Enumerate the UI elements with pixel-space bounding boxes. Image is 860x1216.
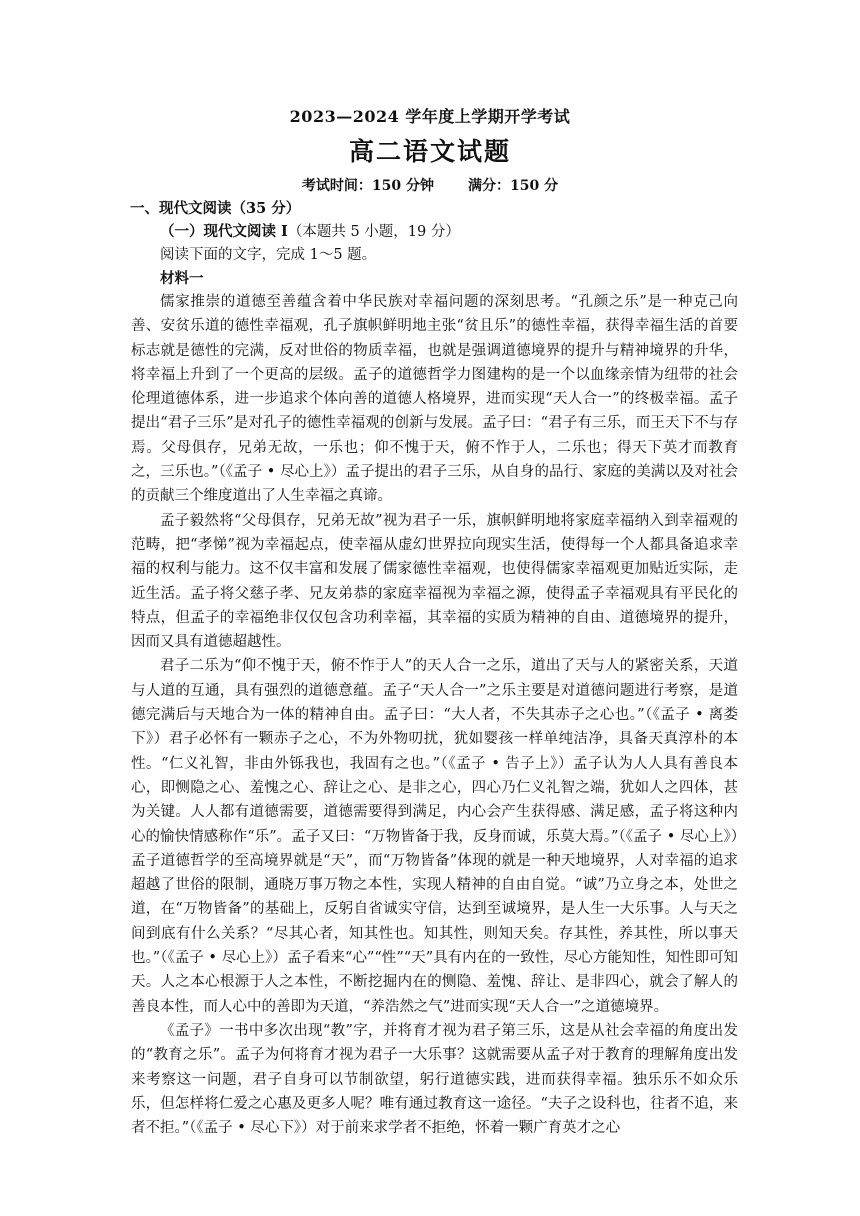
exam-year-line: 2023—2024 学年度上学期开学考试 bbox=[289, 107, 571, 126]
material-label: 材料一 bbox=[160, 270, 204, 287]
sub-section-title: （一）现代文阅读 I bbox=[160, 223, 288, 240]
exam-title: 高二语文试题 bbox=[348, 137, 511, 166]
section-heading: 一、现代文阅读（35 分） bbox=[130, 200, 301, 217]
reading-instruction: 阅读下面的文字，完成 1～5 题。 bbox=[160, 247, 377, 263]
sub-section-note: （本题共 5 小题，19 分） bbox=[287, 224, 460, 240]
exam-time: 考试时间：150 分钟 bbox=[301, 178, 434, 194]
material-paragraph: 孟子毅然将“父母俱存，兄弟无故”视为君子一乐，旗帜鲜明地将家庭幸福纳入到幸福观的范畴，把“孝悌”视为幸福起点，使幸福从虚幻世界拉向现实生活，使得每一个人都具备追求幸福的权利与能力。这不仅丰富和发展了儒家德性幸福观，也使得儒家幸福观更加贴近实际，走近生活。孟子将父慈子孝、兄友弟恭的家庭幸福视为幸福之源，使得孟子幸福观具有平民化的特点，但孟子的幸福绝非仅仅包含功利幸福，其幸福的实质为精神的自由、道德境界的提升，因而又具有道德超越性。 bbox=[131, 512, 738, 651]
exam-body bbox=[131, 198, 738, 1140]
material-paragraph: 《孟子》一书中多次出现“教”字，并将育才视为君子第三乐，这是从社会幸福的角度出发的“教育之乐”。孟子为何将育才视为君子一大乐事？这就需要从孟子对于教育的理解角度出发来考察这一问题，君子自身可以节制欲望，躬行道德实践，进而获得幸福。独乐乐不如众乐乐，但怎样将仁爱之心惠及更多人呢？唯有通过教育这一途径。“夫子之设科也，往者不追，来者不拒。”（《孟子 • 尽心下》）对于前来求学者不拒绝，怀着一颗广育英才之心 bbox=[131, 1022, 738, 1137]
exam-score: 满分：150 分 bbox=[468, 178, 559, 194]
exam-meta bbox=[0, 175, 860, 195]
material-paragraph: 君子二乐为“仰不愧于天，俯不怍于人”的天人合一之乐，道出了天与人的紧密关系，天道与人道的互通，具有强烈的道德意蕴。孟子“天人合一”之乐主要是对道德问题进行考察，是道德完满后与天地合为一体的精神自由。孟子曰：“大人者，不失其赤子之心也。”（《孟子 • 离娄下》）君子必怀有一颗赤子之心，不为外物叨扰，犹如婴孩一样单纯洁净，具备天真淳朴的本性。“仁义礼智，非由外铄我也，我固有之也。”（《孟子 • 告子上》）孟子认为人人具有善良本心，即恻隐之心、羞愧之心、辞让之心、是非之心，四心乃仁义礼智之端，犹如人之四体，甚为关键。人人都有道德需要，道德需要得到满足，内心会产生获得感、满足感，孟子将这种内心的愉快情感称作“乐”。孟子又曰：“万物皆备于我，反身而诚，乐莫大焉。”（《孟子 • 尽心上》）孟子道德哲学的至高境界就是“天”，而“万物皆备”体现的就是一种天地境界，人对幸福的追求超越了世俗的限制，通晓万事万物之本性，实现人精神的自由自觉。“诚”乃立身之本，处世之道，在“万物皆备”的基础上，反躬自省诚实守信，达到至诚境界，是人生一大乐事。人与天之间到底有什么关系？“尽其心者，知其性也。知其性，则知天矣。存其性，养其性，所以事天也。”（《孟子 • 尽心上》）孟子看来“心”“性”“天”具有内在的一致性，尽心方能知性，知性即可知天。人之本心根源于人之本性，不断挖掘内在的恻隐、羞愧、辞让、是非四心，就会了解人的善良本性，而人心中的善即为天道，“养浩然之气”进而实现“天人合一”之道德境界。 bbox=[131, 658, 738, 1015]
sub-section-heading bbox=[131, 220, 738, 244]
material-paragraph: 儒家推崇的道德至善蕴含着中华民族对幸福问题的深刻思考。“孔颜之乐”是一种克己向善、安贫乐道的德性幸福观，孔子旗帜鲜明地主张“贫且乐”的德性幸福，获得幸福生活的首要标志就是德性的完满，反对世俗的物质幸福，也就是强调道德境界的提升与精神境界的升华，将幸福上升到了一个更高的层级。孟子的道德哲学力图建构的是一个以血缘亲情为纽带的社会伦理道德体系，进一步追求个体向善的道德人格境界，进而实现“天人合一”的终极幸福。孟子提出“君子三乐”是对孔子的德性幸福观的创新与发展。孟子曰：“君子有三乐，而王天下不与存焉。父母俱存，兄弟无故，一乐也；仰不愧于天，俯不怍于人，二乐也；得天下英才而教育之，三乐也。”（《孟子 • 尽心上》）孟子提出的君子三乐，从自身的品行、家庭的美满以及对社会的贡献三个维度道出了人生幸福之真谛。 bbox=[131, 294, 738, 505]
